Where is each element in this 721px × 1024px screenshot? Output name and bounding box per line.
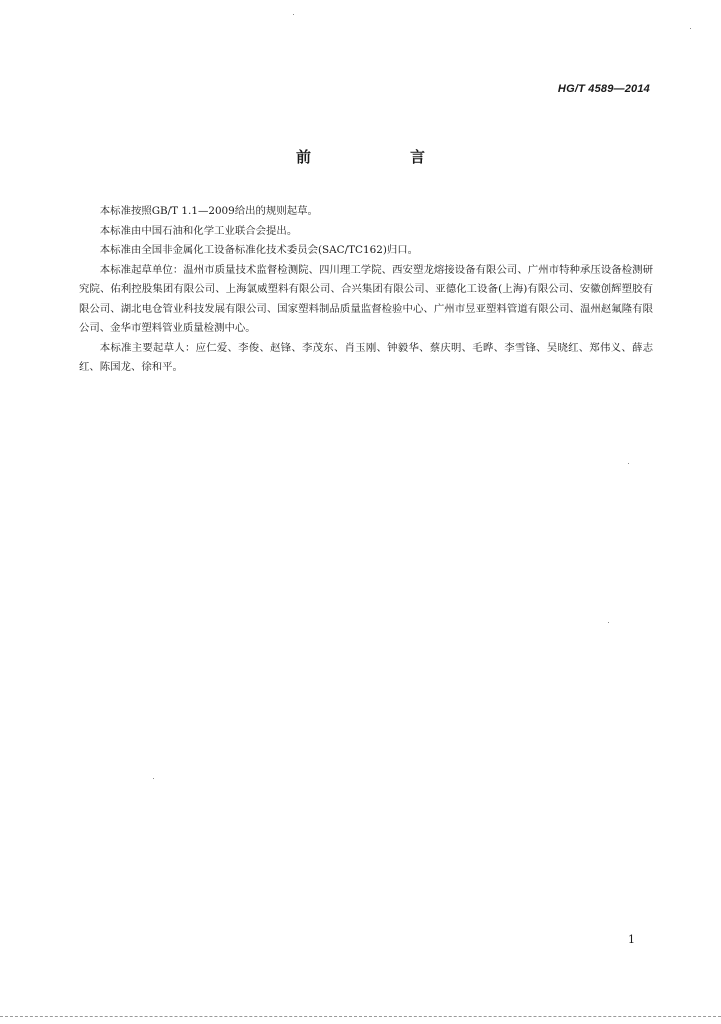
scan-speck	[293, 14, 294, 15]
scan-bottom-edge	[0, 1016, 721, 1018]
page-number: 1	[628, 933, 635, 946]
foreword-body	[79, 202, 653, 378]
paragraph-drafting-rules: 本标准按照GB/T 1.1—2009给出的规则起草。	[99, 205, 318, 217]
scan-speck	[608, 622, 609, 623]
paragraph-proposer: 本标准由中国石油和化学工业联合会提出。	[99, 224, 298, 237]
section-title: 前 言	[295, 148, 467, 166]
scan-speck	[628, 463, 629, 464]
scan-speck	[690, 28, 691, 29]
standard-code: HG/T 4589—2014	[557, 83, 650, 95]
paragraph-drafting-units: 本标准起草单位：温州市质量技术监督检测院、四川理工学院、西安塑龙熔接设备有限公司、广州市特种承压设备检测研究院、佑利控股集团有限公司、上海氯威塑料有限公司、合兴集团有限公司、亚德化工设备(上海)有限公司、安徽创辉塑胶有限公司、湖北电仓管业科技发展有限公司、国家塑料制品质量监督检验中心、广州市昱亚塑料管道有限公司、温州赵氟隆有限公司、金华市塑料管业质量检测中心。	[79, 263, 653, 334]
paragraph-drafters: 本标准主要起草人：应仁爱、李俊、赵锋、李茂东、肖玉刚、钟毅华、蔡庆明、毛晔、李雪锋、吴晓红、郑伟义、薛志红、陈国龙、徐和平。	[79, 341, 653, 373]
scan-speck	[153, 778, 154, 779]
paragraph-administrator: 本标准由全国非金属化工设备标准化技术委员会(SAC/TC162)归口。	[99, 244, 419, 256]
